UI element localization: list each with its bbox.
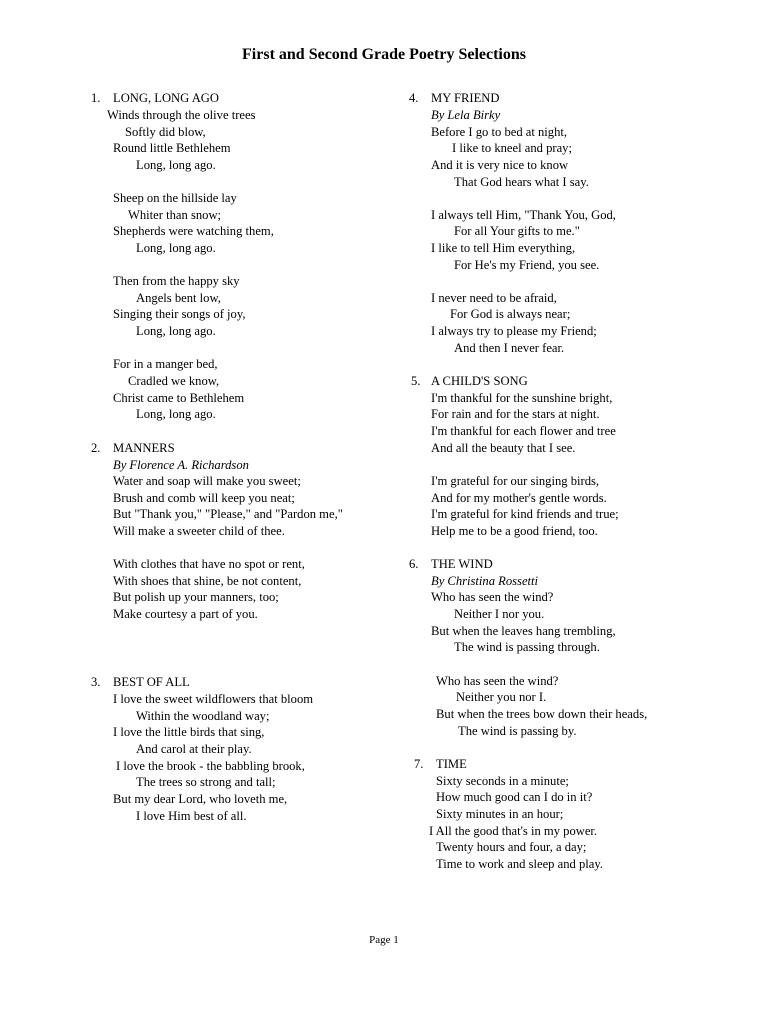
- poem-line: Sixty minutes in an hour;: [436, 807, 564, 821]
- poem-heading: LONG, LONG AGO: [113, 91, 219, 105]
- poem-line: I love Him best of all.: [136, 809, 247, 823]
- poem-line: Sixty seconds in a minute;: [436, 774, 569, 788]
- poem-line: Before I go to bed at night,: [431, 125, 568, 139]
- poem-line: But my dear Lord, who loveth me,: [113, 792, 288, 806]
- poem-number: 7.: [414, 757, 424, 771]
- poem-line: The trees so strong and tall;: [136, 775, 276, 789]
- poem-line: Water and soap will make you sweet;: [113, 474, 301, 488]
- poem-line: Shepherds were watching them,: [113, 224, 274, 238]
- poem-line: Long, long ago.: [136, 158, 216, 172]
- poem-line: Long, long ago.: [136, 241, 216, 255]
- poem-line: I never need to be afraid,: [431, 291, 557, 305]
- poem-heading: MANNERS: [113, 441, 175, 455]
- poem-heading: THE WIND: [431, 557, 493, 571]
- poem-number: 4.: [409, 91, 419, 105]
- poem-line: How much good can I do in it?: [436, 790, 593, 804]
- poem-line: But when the leaves hang trembling,: [431, 624, 616, 638]
- poem-line: For He's my Friend, you see.: [454, 258, 600, 272]
- poem-line: Whiter than snow;: [128, 208, 222, 222]
- poem-line: But when the trees bow down their heads,: [436, 707, 648, 721]
- poem-line: For all Your gifts to me.": [454, 224, 580, 238]
- poem-line: Long, long ago.: [136, 324, 216, 338]
- poem-line: Long, long ago.: [136, 407, 216, 421]
- poem-number: 1.: [91, 91, 101, 105]
- poem-line: Within the woodland way;: [136, 709, 270, 723]
- poem-line: Winds through the olive trees: [107, 108, 256, 122]
- poem-line: Help me to be a good friend, too.: [431, 524, 598, 538]
- poem-line: Christ came to Bethlehem: [113, 391, 245, 405]
- poem-heading: MY FRIEND: [431, 91, 500, 105]
- poem-line: Cradled we know,: [128, 374, 220, 388]
- poem-heading: BEST OF ALL: [113, 675, 190, 689]
- poem-number: 5.: [411, 374, 421, 388]
- poem-line: And for my mother's gentle words.: [431, 491, 607, 505]
- poem-line: Who has seen the wind?: [431, 590, 554, 604]
- poem-line: The wind is passing through.: [454, 640, 600, 654]
- poem-line: Then from the happy sky: [113, 274, 240, 288]
- poem-line: For in a manger bed,: [113, 357, 218, 371]
- poem-line: With clothes that have no spot or rent,: [113, 557, 305, 571]
- poem-line: I always tell Him, "Thank You, God,: [431, 208, 616, 222]
- poem-line: That God hears what I say.: [454, 175, 589, 189]
- poem-line: Sheep on the hillside lay: [113, 191, 237, 205]
- poem-number: 3.: [91, 675, 101, 689]
- poem-line: And it is very nice to know: [431, 158, 569, 172]
- poem-byline: By Florence A. Richardson: [113, 458, 249, 472]
- poem-line: The wind is passing by.: [458, 724, 577, 738]
- poem-line: Softly did blow,: [125, 125, 206, 139]
- poem-line: And then I never fear.: [454, 341, 565, 355]
- page-title: First and Second Grade Poetry Selections: [242, 46, 526, 63]
- poem-line: I like to kneel and pray;: [452, 141, 572, 155]
- poem-line: Round little Bethlehem: [113, 141, 231, 155]
- poem-line: I'm thankful for the sunshine bright,: [431, 391, 613, 405]
- poem-line: And carol at their play.: [136, 742, 252, 756]
- poem-line: Who has seen the wind?: [436, 674, 559, 688]
- poem-byline: By Christina Rossetti: [431, 574, 539, 588]
- poem-line: Angels bent low,: [136, 291, 221, 305]
- poem-byline: By Lela Birky: [431, 108, 501, 122]
- poem-number: 6.: [409, 557, 419, 571]
- poem-number: 2.: [91, 441, 101, 455]
- poem-line: Brush and comb will keep you neat;: [113, 491, 295, 505]
- poem-line: I love the brook - the babbling brook,: [116, 759, 305, 773]
- poem-line: But polish up your manners, too;: [113, 590, 279, 604]
- poem-line: And all the beauty that I see.: [431, 441, 576, 455]
- poem-line: I All the good that's in my power.: [429, 824, 598, 838]
- poem-line: For rain and for the stars at night.: [431, 407, 600, 421]
- poem-line: Singing their songs of joy,: [113, 307, 246, 321]
- poem-line: I always try to please my Friend;: [431, 324, 597, 338]
- poem-line: I like to tell Him everything,: [431, 241, 576, 255]
- poem-line: Will make a sweeter child of thee.: [113, 524, 285, 538]
- poem-line: I love the sweet wildflowers that bloom: [113, 692, 314, 706]
- poem-line: I'm grateful for kind friends and true;: [431, 507, 619, 521]
- poem-line: Time to work and sleep and play.: [436, 857, 603, 871]
- poem-heading: TIME: [436, 757, 467, 771]
- poem-line: Twenty hours and four, a day;: [436, 840, 587, 854]
- poem-line: I'm thankful for each flower and tree: [431, 424, 616, 438]
- page-number: Page 1: [369, 934, 399, 946]
- poem-line: But "Thank you," "Please," and "Pardon me,": [113, 507, 343, 521]
- poem-line: Make courtesy a part of you.: [113, 607, 258, 621]
- poem-line: For God is always near;: [450, 307, 571, 321]
- poem-line: Neither I nor you.: [454, 607, 545, 621]
- poem-heading: A CHILD'S SONG: [431, 374, 528, 388]
- poem-line: Neither you nor I.: [456, 690, 547, 704]
- poem-line: With shoes that shine, be not content,: [113, 574, 302, 588]
- poem-line: I'm grateful for our singing birds,: [431, 474, 600, 488]
- poem-line: I love the little birds that sing,: [113, 725, 265, 739]
